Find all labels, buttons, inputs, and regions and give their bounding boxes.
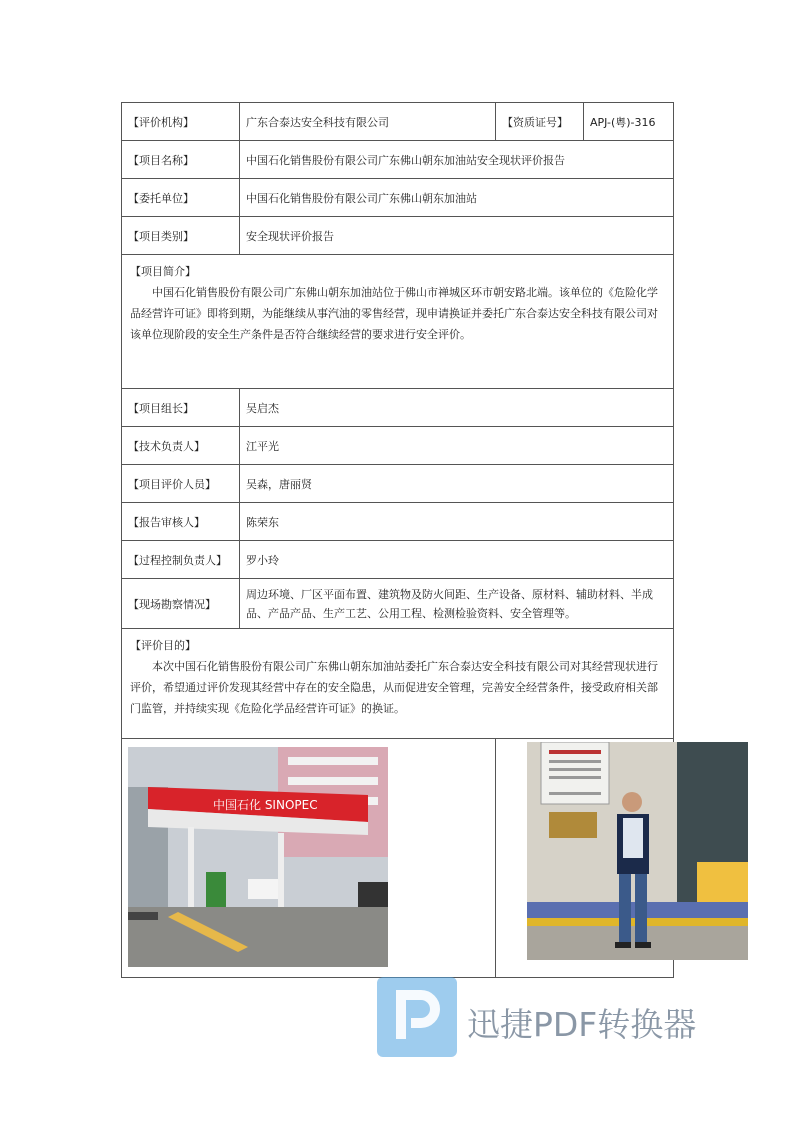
reviewer-label: 【报告审核人】 — [122, 503, 240, 541]
photo-cell-left — [122, 739, 496, 978]
purpose-text: 本次中国石化销售股份有限公司广东佛山朝东加油站委托广东合泰达安全科技有限公司对其经营现状进行评价，希望通过评价发现其经营中存在的安全隐患，从而促进安全管理，完善安全经营条件，接受政府相关部门监管，并持续实现《危险化学品经营许可证》的换证。 — [130, 660, 658, 715]
leader-value: 吴启杰 — [240, 389, 674, 427]
project-name-value: 中国石化销售股份有限公司广东佛山朝东加油站安全现状评价报告 — [240, 141, 674, 179]
survey-label: 【现场勘察情况】 — [122, 579, 240, 629]
row-project-name — [122, 141, 674, 179]
row-reviewer — [122, 503, 674, 541]
evaluators-label: 【项目评价人员】 — [122, 465, 240, 503]
row-tech — [122, 427, 674, 465]
info-table — [121, 102, 674, 978]
watermark-text: 迅捷PDF转换器 — [467, 1005, 697, 1044]
process-label: 【过程控制负责人】 — [122, 541, 240, 579]
eval-org-label: 【评价机构】 — [122, 103, 240, 141]
intro-label: 【项目简介】 — [130, 265, 196, 278]
canopy-text: 中国石化 SINOPEC — [213, 798, 318, 812]
survey-value: 周边环境、厂区平面布置、建筑物及防火间距、生产设备、原材料、辅助材料、半成品、产品产品、生产工艺、公用工程、检测检验资料、安全管理等。 — [240, 579, 674, 629]
gas-station-photo — [128, 747, 388, 967]
cert-value: APJ-(粤)-316 — [584, 103, 674, 141]
intro-text: 中国石化销售股份有限公司广东佛山朝东加油站位于佛山市禅城区环市朝安路北端。该单位的《危险化学品经营许可证》即将到期，为能继续从事汽油的零售经营，现申请换证并委托广东合泰达安全科技有限公司对该单位现阶段的安全生产条件是否符合继续经营的要求进行安全评价。 — [130, 286, 658, 341]
row-purpose — [122, 629, 674, 739]
row-intro — [122, 255, 674, 389]
evaluators-value: 吴森，唐丽贤 — [240, 465, 674, 503]
purpose-block — [122, 629, 674, 739]
eval-org-value: 广东合泰达安全科技有限公司 — [240, 103, 496, 141]
leader-label: 【项目组长】 — [122, 389, 240, 427]
row-leader — [122, 389, 674, 427]
row-evaluators — [122, 465, 674, 503]
row-category — [122, 217, 674, 255]
cert-label: 【资质证号】 — [496, 103, 584, 141]
row-survey — [122, 579, 674, 629]
purpose-label: 【评价目的】 — [130, 639, 196, 652]
row-photos — [122, 739, 674, 978]
row-process — [122, 541, 674, 579]
category-label: 【项目类别】 — [122, 217, 240, 255]
tech-label: 【技术负责人】 — [122, 427, 240, 465]
row-eval-org — [122, 103, 674, 141]
process-value: 罗小玲 — [240, 541, 674, 579]
row-client — [122, 179, 674, 217]
client-value: 中国石化销售股份有限公司广东佛山朝东加油站 — [240, 179, 674, 217]
watermark — [377, 977, 727, 1057]
tech-value: 江平光 — [240, 427, 674, 465]
reviewer-value: 陈荣东 — [240, 503, 674, 541]
intro-block — [122, 255, 674, 389]
client-label: 【委托单位】 — [122, 179, 240, 217]
pdf-logo-icon — [377, 977, 457, 1057]
photo-cell-right — [496, 739, 674, 978]
inspector-photo — [527, 742, 748, 960]
project-name-label: 【项目名称】 — [122, 141, 240, 179]
category-value: 安全现状评价报告 — [240, 217, 674, 255]
